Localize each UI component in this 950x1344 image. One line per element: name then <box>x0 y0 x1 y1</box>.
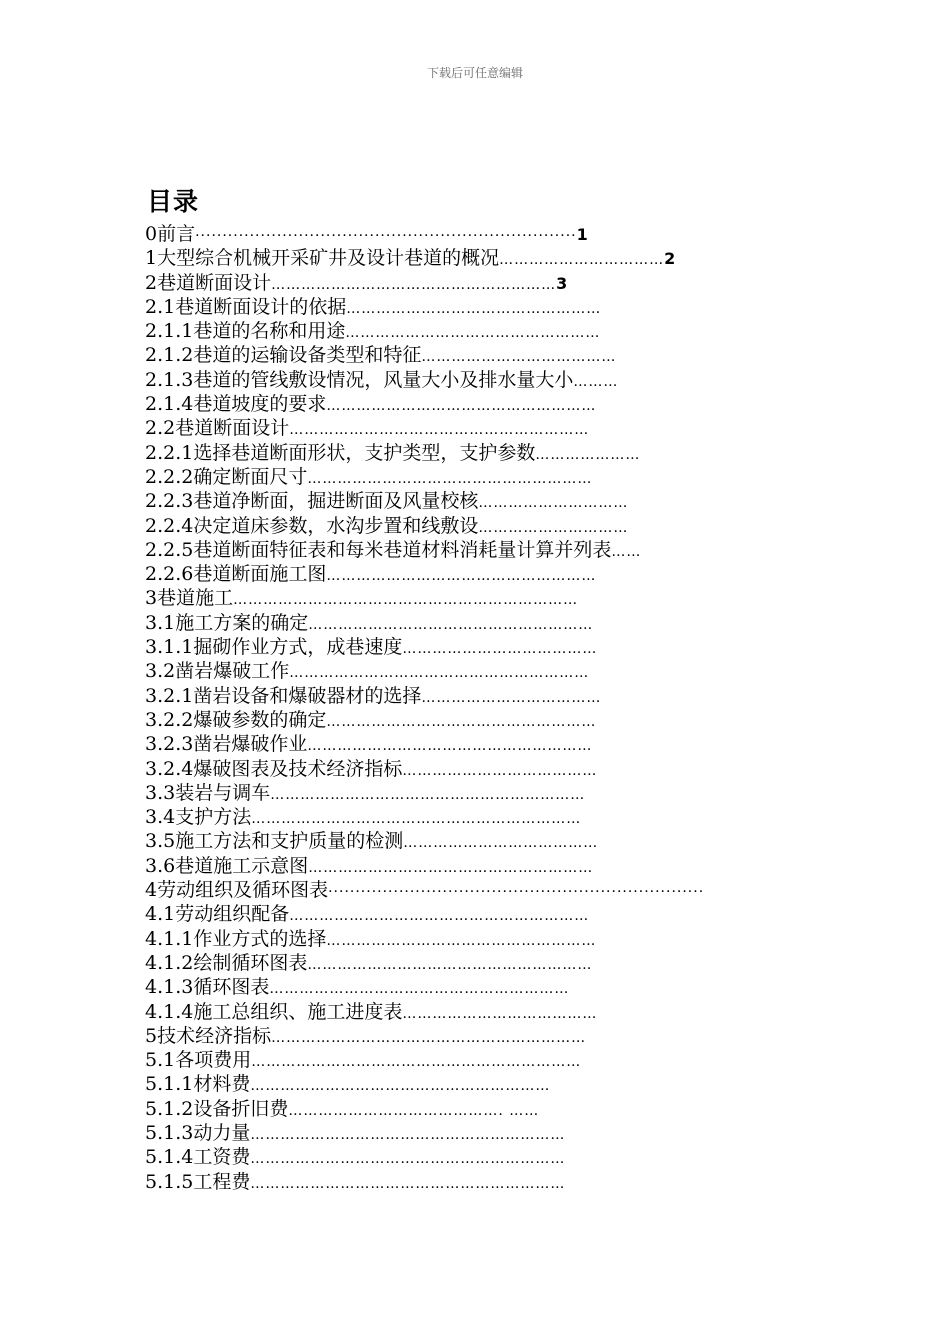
toc-entry-label: 4.1.3循环图表 <box>145 976 270 999</box>
toc-entry-label: 5.1.2设备折旧费 <box>145 1097 289 1120</box>
toc-entry[interactable] <box>145 1072 805 1096</box>
toc-entry-label: 3.2.2爆破参数的确定 <box>145 708 327 731</box>
toc-entry[interactable] <box>145 416 805 440</box>
toc-entry-label: 3.2.3凿岩爆破作业 <box>145 733 308 756</box>
toc-entry[interactable] <box>145 1024 805 1048</box>
toc-entry-leader: ………………………… <box>478 495 629 512</box>
toc-entry-label: 2.1.3巷道的管线敷设情况，风量大小及排水量大小 <box>145 368 574 391</box>
toc-entry-label: 1大型综合机械开采矿井及设计巷道的概况 <box>145 247 500 270</box>
toc-entry[interactable] <box>145 295 805 319</box>
toc-entry[interactable] <box>145 562 805 586</box>
toc-entry-leader: ………………………………………………… <box>307 470 593 487</box>
toc-entry-label: 2.2.4决定道床参数，水沟步置和线敷设 <box>145 514 479 537</box>
toc-entry-label: 3.1施工方案的确定 <box>145 611 309 634</box>
toc-entry-page-number: 2 <box>664 249 676 269</box>
toc-entry-leader: …………………………………………………… <box>289 422 590 439</box>
page-title: 目录 <box>147 187 200 216</box>
toc-entry-label: 4.1.2绘制循环图表 <box>145 951 308 974</box>
toc-entry-leader: ………………………………… <box>402 1005 598 1022</box>
toc-entry[interactable] <box>145 684 805 708</box>
toc-entry[interactable] <box>145 975 805 999</box>
toc-entry[interactable] <box>145 392 805 416</box>
toc-entry-label: 0前言 <box>145 223 196 245</box>
toc-entry[interactable] <box>145 489 805 513</box>
toc-entry-leader: ………………………………………………… <box>308 616 594 633</box>
toc-entry-leader: ……………………………………………………… <box>250 1151 566 1168</box>
toc-entry[interactable] <box>145 1121 805 1145</box>
toc-entry-leader: ····································································· <box>328 884 705 901</box>
toc-entry-label: 4.1.1作业方式的选择 <box>145 927 327 950</box>
toc-entry-leader: ……………………………………………… <box>326 398 597 415</box>
toc-entry[interactable] <box>145 1048 805 1072</box>
toc-entry[interactable] <box>145 343 805 367</box>
toc-entry-leader: ……………………………………………… <box>326 568 597 585</box>
toc-entry-leader: ………………………… <box>478 519 629 536</box>
toc-entry-leader: …………………………………………………… <box>269 981 570 998</box>
toc-entry[interactable] <box>145 586 805 610</box>
toc-entry-leader: ……………………………… <box>421 689 602 706</box>
toc-entry-leader: …………………………………………………… <box>289 665 590 682</box>
toc-entry-leader: ……………………………………………………… <box>270 786 586 803</box>
toc-entry-label: 2.2.1选择巷道断面形状，支护类型，支护参数 <box>145 441 536 464</box>
toc-entry-label: 2.1.2巷道的运输设备类型和特征 <box>145 344 422 367</box>
toc-entry[interactable] <box>145 319 805 343</box>
toc-entry-leader: ………………………………………………… <box>308 859 594 876</box>
toc-entry[interactable] <box>145 902 805 926</box>
toc-entry[interactable] <box>145 878 805 902</box>
page-header: 下载后可任意编辑 <box>426 66 523 80</box>
toc-entry-leader: ………………………………… <box>421 349 617 366</box>
toc-entry[interactable] <box>145 538 805 562</box>
toc-entry[interactable] <box>145 854 805 878</box>
toc-entry-leader: …………………………………………… <box>346 300 602 317</box>
toc-entry-label: 2.2.5巷道断面特征表和每米巷道材料消耗量计算并列表 <box>145 538 612 561</box>
toc-entry-leader: ………………………………………………………… <box>251 1054 582 1071</box>
table-of-contents <box>145 222 805 1194</box>
toc-entry-leader: …………………………………………… <box>345 325 601 342</box>
toc-entry-label: 3.4支护方法 <box>145 806 252 829</box>
toc-entry-label: 2.2.2确定断面尺寸 <box>145 465 308 488</box>
toc-entry-label: 3巷道施工 <box>145 587 234 610</box>
toc-entry-label: 5.1.5工程费 <box>145 1170 251 1193</box>
toc-entry-label: 3.2.1凿岩设备和爆破器材的选择 <box>145 684 422 707</box>
toc-entry-leader: ………………… <box>535 446 641 463</box>
toc-entry[interactable] <box>145 1170 805 1194</box>
toc-entry[interactable] <box>145 635 805 659</box>
toc-entry[interactable] <box>145 951 805 975</box>
toc-entry-label: 4.1.4施工总组织、施工进度表 <box>145 1000 403 1023</box>
toc-entry-leader: ………………………………………………… <box>271 276 557 293</box>
toc-entry-leader: ……………………………………. …… <box>288 1102 540 1119</box>
toc-entry[interactable] <box>145 708 805 732</box>
toc-entry-label: 5技术经济指标 <box>145 1024 272 1047</box>
toc-entry[interactable] <box>145 1145 805 1169</box>
toc-entry-label: 4.1劳动组织配备 <box>145 903 290 926</box>
toc-entry-leader: ………………………………………………… <box>307 956 593 973</box>
toc-entry-leader: …………………………… <box>499 252 665 269</box>
toc-entry-leader: ……………………………………………… <box>326 932 597 949</box>
toc-entry[interactable] <box>145 441 805 465</box>
toc-entry-label: 2.1.1巷道的名称和用途 <box>145 320 346 343</box>
toc-entry-leader: ······································································ <box>195 228 577 244</box>
toc-entry-page-number: 3 <box>556 273 568 293</box>
toc-entry[interactable] <box>145 246 805 270</box>
toc-entry-label: 3.2.4爆破图表及技术经济指标 <box>145 757 403 780</box>
toc-entry-leader: ………………………………………………………… <box>251 811 582 828</box>
toc-entry-label: 2.1巷道断面设计的依据 <box>145 295 347 318</box>
toc-entry[interactable] <box>145 222 805 246</box>
toc-entry-label: 5.1.1材料费 <box>145 1073 251 1096</box>
toc-entry-leader: ……… <box>573 373 619 390</box>
toc-entry-label: 3.2凿岩爆破工作 <box>145 660 290 683</box>
toc-entry[interactable] <box>145 659 805 683</box>
toc-entry-leader: ………………………………… <box>403 835 599 852</box>
toc-entry-leader: ……………………………………………………… <box>250 1126 566 1143</box>
toc-entry-label: 3.1.1掘砌作业方式，成巷速度 <box>145 636 403 659</box>
toc-entry-label: 4劳动组织及循环图表 <box>145 879 329 902</box>
toc-entry-label: 2.2巷道断面设计 <box>145 417 290 440</box>
toc-entry-label: 2.2.3巷道净断面，掘进断面及风量校核 <box>145 490 479 513</box>
toc-entry[interactable] <box>145 465 805 489</box>
toc-entry[interactable] <box>145 1000 805 1024</box>
toc-entry-label: 5.1各项费用 <box>145 1049 252 1072</box>
toc-entry-label: 3.5施工方法和支护质量的检测 <box>145 830 404 853</box>
toc-entry[interactable] <box>145 757 805 781</box>
toc-entry-label: 2.2.6巷道断面施工图 <box>145 563 327 586</box>
toc-entry-label: 3.6巷道施工示意图 <box>145 854 309 877</box>
toc-entry-label: 5.1.3动力量 <box>145 1121 251 1144</box>
toc-entry-page-number: 1 <box>576 225 588 244</box>
toc-entry-leader: …………………………………………………… <box>289 908 590 925</box>
toc-entry[interactable] <box>145 611 805 635</box>
toc-entry[interactable] <box>145 829 805 853</box>
toc-entry-leader: ……………………………………………………… <box>250 1175 566 1192</box>
toc-entry[interactable] <box>145 514 805 538</box>
toc-entry-leader: …… <box>611 543 642 560</box>
toc-entry-label: 2.1.4巷道坡度的要求 <box>145 393 327 416</box>
toc-entry[interactable] <box>145 732 805 756</box>
toc-entry-label: 5.1.4工资费 <box>145 1146 251 1169</box>
toc-entry-label: 2巷道断面设计 <box>145 271 272 294</box>
toc-entry[interactable] <box>145 781 805 805</box>
toc-entry[interactable] <box>145 1097 805 1121</box>
toc-entry[interactable] <box>145 927 805 951</box>
toc-entry-leader: ………………………………… <box>402 641 598 658</box>
toc-entry-leader: ………………………………… <box>402 762 598 779</box>
toc-entry-leader: …………………………………………………………… <box>233 592 579 609</box>
toc-entry-leader: ………………………………………………… <box>307 738 593 755</box>
toc-entry[interactable] <box>145 271 805 295</box>
toc-entry-leader: ……………………………………………… <box>326 713 597 730</box>
toc-entry[interactable] <box>145 368 805 392</box>
toc-entry-leader: ……………………………………………………… <box>271 1029 587 1046</box>
toc-entry-leader: …………………………………………………… <box>250 1078 551 1095</box>
toc-entry[interactable] <box>145 805 805 829</box>
toc-entry-label: 3.3装岩与调车 <box>145 781 271 804</box>
